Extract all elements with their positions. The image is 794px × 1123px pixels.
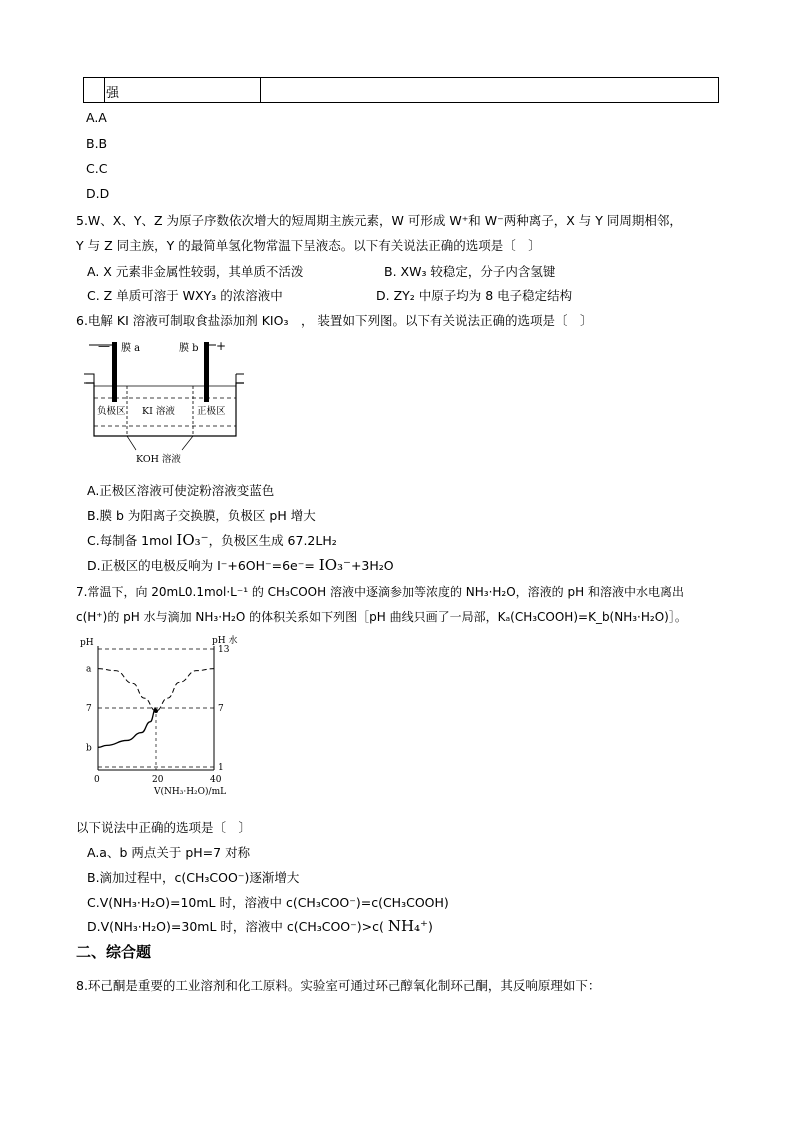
- ph-water-curve: [98, 669, 214, 711]
- membrane-b-label: 膜 b: [179, 343, 199, 354]
- y-tick-label-right: 13: [218, 645, 230, 655]
- q5-option-a: A. X 元素非金属性较弱，其单质不活泼: [87, 264, 304, 279]
- cathode-region-label: 正极区: [197, 406, 226, 417]
- electrolysis-diagram: [84, 338, 244, 468]
- y-tick-label-right: 7: [218, 704, 224, 714]
- q8-stem: 8.环己酮是重要的工业溶剂和化工原料。实验室可通过环己醇氧化制环己酮，其反响原理如下：: [76, 978, 601, 993]
- ammonium-ion: NH₄⁺: [387, 917, 428, 935]
- q6-option-d: D.正极区的电极反响为 I⁻+6OH⁻=6e⁻= IO₃⁻+3H₂O: [87, 556, 394, 574]
- iodate-ion: IO₃⁻: [176, 531, 209, 549]
- q7-option-b: B.滴加过程中，c(CH₃COO⁻)逐渐增大: [87, 870, 300, 885]
- middle-region-label: KI 溶液: [142, 406, 175, 417]
- ph-curve: [98, 708, 156, 747]
- minus-sign: —: [98, 339, 110, 353]
- koh-label: KOH 溶液: [136, 454, 181, 465]
- q5-option-b: B. XW₃ 较稳定，分子内含氢键: [384, 264, 556, 279]
- section-title: 二、综合题: [76, 943, 152, 961]
- y-tick-label-left: a: [86, 664, 92, 675]
- x-tick-label: 40: [210, 775, 222, 785]
- q6-option-a: A.正极区溶液可使淀粉溶液变蓝色: [87, 483, 275, 498]
- table-cell: [104, 78, 261, 102]
- y-axis-label-left: pH: [80, 638, 94, 648]
- q7-option-a: A.a、b 两点关于 pH=7 对称: [87, 845, 251, 860]
- table-cell-empty: [84, 78, 105, 102]
- option-a: A.A: [86, 110, 107, 125]
- ph-chart: [76, 632, 246, 802]
- q7-stem-line1: 7.常温下，向 20mL0.1mol·L⁻¹ 的 CH₃COOH 溶液中逐滴参加等浓度的 NH₃·H₂O，溶液的 pH 和溶液中水电离出: [76, 585, 684, 599]
- anode-region-label: 负极区: [97, 406, 126, 417]
- option-b: B.B: [86, 136, 108, 151]
- y-tick-label-right: 1: [218, 763, 224, 773]
- x-axis-label: V(NH₃·H₂O)/mL: [154, 787, 227, 797]
- intersection-point: [154, 709, 158, 713]
- plus-sign: +: [216, 339, 227, 353]
- q5-stem-line1: 5.W、X、Y、Z 为原子序数依次增大的短周期主族元素，W 可形成 W⁺和 W⁻两种离子，X 与 Y 同周期相邻，: [76, 213, 682, 228]
- q6-option-c: C.每制备 1mol IO₃⁻，负极区生成 67.2LH₂: [87, 531, 337, 549]
- x-tick-label: 20: [152, 775, 164, 785]
- q7-option-d: D.V(NH₃·H₂O)=30mL 时，溶液中 c(CH₃COO⁻)>c( NH₄⁺): [87, 917, 433, 935]
- table-fragment: [83, 77, 719, 103]
- q7-question: 以下说法中正确的选项是〔 〕: [76, 820, 252, 835]
- y-axis-label-right: pH 水: [212, 636, 238, 646]
- q7-option-c: C.V(NH₃·H₂O)=10mL 时，溶液中 c(CH₃COO⁻)=c(CH₃COOH): [87, 895, 449, 910]
- q6-stem: 6.电解 KI 溶液可制取食盐添加剂 KIO₃ ， 装置如下列图。以下有关说法正确的选项是〔 〕: [76, 313, 593, 328]
- option-d: D.D: [86, 186, 110, 201]
- right-electrode: [204, 342, 209, 406]
- q6-option-b: B.膜 b 为阳离子交换膜，负极区 pH 增大: [87, 508, 316, 523]
- q7-stem-line2: c(H⁺)的 pH 水与滴加 NH₃·H₂O 的体积关系如下列图［pH 曲线只画了一局部，Kₐ(CH₃COOH)=K_b(NH₃·H₂O)］。: [76, 610, 687, 624]
- x-tick-label: 0: [94, 775, 100, 785]
- q5-option-d: D. ZY₂ 中原子均为 8 电子稳定结构: [376, 288, 573, 303]
- q5-stem-line2: Y 与 Z 同主族，Y 的最简单氢化物常温下呈液态。以下有关说法正确的选项是〔 〕: [76, 238, 541, 253]
- membrane-a-label: 膜 a: [121, 343, 141, 354]
- option-c: C.C: [86, 161, 108, 176]
- y-tick-label-left: 7: [86, 704, 92, 714]
- q5-option-c: C. Z 单质可溶于 WXY₃ 的浓溶液中: [87, 288, 283, 303]
- left-electrode: [112, 342, 117, 406]
- y-tick-label-left: b: [86, 743, 92, 754]
- table-cell-text: 强: [106, 86, 120, 101]
- iodate-ion: IO₃⁻: [318, 556, 351, 574]
